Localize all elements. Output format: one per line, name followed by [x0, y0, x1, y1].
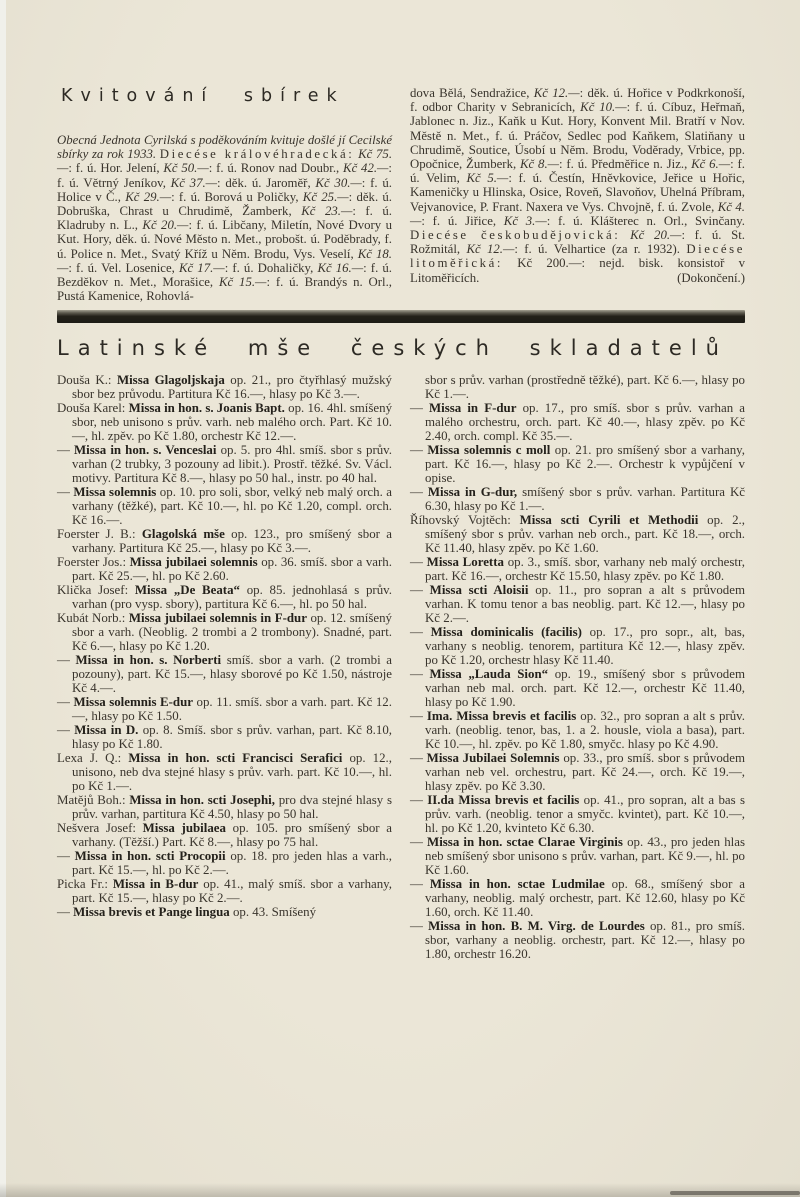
mass-title: Missa Loretta	[426, 555, 504, 570]
mass-title: II.da Missa brevis et facilis	[427, 793, 580, 808]
kvitovani-right-column	[410, 86, 745, 303]
mass-item: — Missa solemnis E-dur op. 11. smíš. sbor a varh. part. Kč 12.—, hlasy po Kč 1.50.	[57, 695, 392, 724]
item-dash: —	[410, 709, 427, 724]
mass-title: Missa in D.	[74, 723, 139, 738]
text-segment: Kč 10.—	[580, 100, 627, 115]
mass-title: Missa solemnis	[73, 485, 157, 500]
mass-title: Missa in B-dur	[112, 877, 199, 892]
item-dash: —	[57, 723, 75, 738]
text-segment: : f. ú. Bezděkov n. Met., Morašice,	[57, 260, 392, 290]
mass-item: — Missa in hon. scti Procopii op. 18. pro jeden hlas a varh., part. Kč 15.—, hl. po Kč 2.—.	[57, 849, 393, 878]
text-segment: : f. ú. Čestín, Hněvkovice, Jeřice u Hořic, Kameničky u Hlinska, Osice, Roveň, Slavoňov, Uhelná Příbram, Vejvanovice, P. Frant. Naxera ve Vys. Chvojně, f. ú. Zvole,	[410, 171, 745, 214]
mass-title: Missa in hon. scti Josephi,	[129, 793, 275, 808]
item-dash: —	[57, 485, 74, 500]
text-segment: Kč 25.—	[302, 189, 349, 204]
item-dash: —	[410, 751, 427, 766]
mass-item: — Missa „Lauda Sion“ op. 19., smíšený sbor s průvodem varhan neb mal. orch. part. Kč 12.—, orchestr Kč 11.40, hlasy po Kč 1.90.	[410, 667, 745, 710]
diocese-name: Diecése královéhradecká:	[159, 147, 355, 162]
item-dash: —	[410, 485, 428, 500]
text-segment: Kč 30.—	[315, 175, 362, 190]
diocese-name: Diecése litoměřická:	[410, 242, 746, 271]
item-author: Foerster J. B.:	[57, 527, 142, 542]
mass-title: Missa scti Cyrili et Methodii	[519, 513, 699, 528]
text-segment: Kč 16.—	[317, 260, 364, 275]
item-author: Picka Fr.:	[57, 877, 113, 892]
item-dash: —	[57, 695, 74, 710]
mass-item: Picka Fr.: Missa in B-dur op. 41., malý smíš. sbor a varhany, part. Kč 15.—, hlasy po Kč 2.—.	[57, 877, 393, 906]
item-dash: —	[410, 625, 431, 640]
item-dash: —	[410, 667, 430, 682]
section-kvitovani	[57, 86, 745, 303]
text-segment: : děk. ú. Hořice v Podkrkonoší, f. odbor Charity v Sebranicích,	[410, 86, 745, 115]
text-segment: Kč 17.—	[178, 260, 225, 275]
text-segment: : f. ú. Kladruby n. L.,	[57, 204, 393, 233]
mass-title: Missa „Lauda Sion“	[429, 667, 549, 682]
text-segment: : f. ú. Velim,	[410, 157, 745, 186]
text-segment: Kč 3.—	[503, 213, 547, 228]
mass-title: Missa dominicalis (facilis)	[430, 625, 582, 640]
mass-title: Missa scti Aloisii	[429, 583, 529, 598]
mass-item: Klička Josef: Missa „De Beata“ op. 85. jednohlasá s prův. varhan (pro vysp. sbory), partitura Kč 6.—, hl. po 50 hal.	[57, 583, 392, 612]
kvitovani-left-column	[57, 86, 392, 303]
item-dash: —	[410, 919, 429, 934]
item-author: Nešvera Josef:	[57, 821, 143, 836]
mass-item: — Missa in hon. B. M. Virg. de Lourdes op. 81., pro smíš. sbor, varhany a neoblig. orchestr, part. Kč 12.—, hlasy po 1.80, orchestr 16.20.	[410, 919, 746, 962]
mass-title: Missa jubilaei solemnis in F-dur	[128, 611, 307, 626]
item-dash: —	[57, 849, 75, 864]
mass-item: — Missa brevis et Pange lingua op. 43. Smíšený	[57, 905, 317, 920]
mass-title: Missa in hon. s. Venceslai	[74, 443, 217, 458]
item-author: Říhovský Vojtěch:	[410, 513, 520, 528]
mass-title: Ima. Missa brevis et facilis	[426, 709, 577, 724]
mass-title: Missa solemnis c moll	[427, 443, 551, 458]
text-segment: Kč 6.—	[691, 157, 731, 172]
mass-title: Missa in hon. sctae Ludmilae	[429, 877, 605, 892]
mass-item: sbor s prův. varhan (prostředně těžké), part. Kč 6.—, hlasy po Kč 1.—.	[425, 373, 745, 402]
text-segment: : f. ú. Cíbuz, Heřmaň, Jablonec n. Jiz., Kaňk u Kut. Hory, Konvent Mil. Bratří v Nov. Městě n. Met., f. ú. Práčov, Sedlec pod Kaňkem, Slatiňany u Chrudimě, Soutice, Úsobí u Něm. Brodu, Voděrady, Vrbice, pp. Opočnice, Žumberk,	[410, 100, 745, 172]
item-author: Douša Karel:	[57, 401, 129, 416]
mass-item: Foerster J. B.: Glagolská mše op. 123., pro smíšený sbor a varhany. Partitura Kč 25.—, hlasy po Kč 3.—.	[57, 527, 392, 556]
text-segment	[620, 228, 630, 242]
text-segment: Kč 12.—	[466, 242, 515, 257]
mass-title: Missa in G-dur,	[427, 485, 518, 500]
text-segment: Kč 50.—	[163, 161, 209, 176]
mass-item: — II.da Missa brevis et facilis op. 41., pro sopran, alt a bas s prův. varh. (neoblig. tenor a smyčc. kvintet), part. Kč 10.—, hl. po Kč 1.20, kvinteto Kč 6.30.	[410, 793, 745, 836]
text-segment: Kč 8.—	[520, 157, 560, 172]
text-segment: Kč 200.—: nejd. bisk. konsistoř v Litoměřicích.	[410, 256, 745, 285]
mass-title: Missa brevis et Pange lingua	[73, 905, 230, 920]
text-segment: : f. ú. Dohaličky,	[224, 260, 318, 275]
mass-item: — Missa dominicalis (facilis) op. 17., pro sopr., alt, bas, varhany s neoblig. tenorem, partitura Kč 12.—, hlasy zpěv. po Kč 1.20, orchestr hlasy Kč 11.40.	[410, 625, 745, 668]
section-title-latinske-mse: Latinské mše českých skladatelů	[57, 336, 728, 361]
mass-item: — Missa in hon. s. Venceslai op. 5. pro 4hl. smíš. sbor s prův. varhan (2 trubky, 3 pozouny ad libit.). Prostř. těžké. Sv. Václ. motivy. Partitura Kč 8.—, hlasy po 50 hal., instr. po 40 hal.	[57, 443, 393, 486]
text-segment: : f. ú. Borová u Poličky,	[171, 189, 303, 204]
mass-list-right	[410, 373, 745, 961]
mass-item: Douša K.: Missa Glagoljskaja op. 21., pro čtyřhlasý mužský sbor bez průvodu. Partitura Kč 16.—, hlasy po Kč 3.—.	[57, 373, 392, 402]
item-author: Klička Josef:	[57, 583, 135, 598]
mass-item: — Missa Loretta op. 3., smíš. sbor, varhany neb malý orchestr, part. Kč 16.—, orchestr Kč 15.50, hlasy zpěv. po Kč 1.80.	[410, 555, 746, 584]
text-segment: Kč 20.—	[142, 218, 189, 233]
item-author: Foerster Jos.:	[57, 555, 130, 570]
mass-item: — Missa in D. op. 8. Smíš. sbor s prův. varhan, part. Kč 8.10, hlasy po Kč 1.80.	[57, 723, 392, 752]
text-segment: Kč 20.—	[630, 228, 682, 243]
text-segment: : f. ú. Větrný Jeníkov,	[57, 161, 392, 190]
page-edge-left	[0, 0, 6, 1197]
text-segment: Kč 37.—	[170, 175, 218, 190]
text-segment: Kč 42.—	[343, 161, 389, 176]
item-dash: —	[57, 443, 74, 458]
text-segment: dova Bělá, Sendražice,	[410, 86, 534, 100]
text-segment: : děk. ú. Jaroměř,	[217, 175, 316, 190]
text-segment: Kč 12.—	[533, 86, 580, 100]
item-author: Douša K.:	[57, 373, 117, 388]
mass-item: — Missa in G-dur, smíšený sbor s prův. varhan. Partitura Kč 6.30, hlasy po Kč 1.—.	[410, 485, 745, 514]
text-segment: Kč 75.—	[57, 147, 393, 176]
section-divider-bar	[57, 310, 745, 323]
item-dash: —	[410, 835, 428, 850]
item-dash: —	[410, 555, 427, 570]
mass-title: Missa Glagoljskaja	[116, 373, 225, 388]
text-segment: : f. ú. Ronov nad Doubr.,	[208, 161, 344, 176]
mass-item: Foerster Jos.: Missa jubilaei solemnis op. 36. smíš. sbor a varh. part. Kč 25.—, hl. po Kč 2.60.	[57, 555, 392, 584]
mass-item: — Missa solemnis c moll op. 21. pro smíšený sbor a varhany, part. Kč 16.—, hlasy po Kč 2.—. Orchestr k vypůjčení v opise.	[410, 443, 745, 486]
mass-item: Douša Karel: Missa in hon. s. Joanis Bapt. op. 16. 4hl. smíšený sbor, neb unisono s prův. varh. neb malého orch. Part. Kč 10.—, hl. zpěv. po Kč 1.80, orchestr Kč 12.—.	[57, 401, 393, 444]
mass-item: — Missa in F-dur op. 17., pro smíš. sbor s prův. varhan a malého orchestru, orch. part. Kč 40.—, hlasy zpěv. po Kč 2.40, orch. compl. Kč 35.—.	[410, 401, 745, 444]
text-segment: : f. ú. Hor. Jelení,	[68, 161, 164, 176]
text-segment: (Dokončení.)	[677, 270, 745, 285]
diocese-name: Diecése českobudějovická:	[410, 228, 621, 243]
mass-item: — Missa Jubilaei Solemnis op. 33., pro smíš. sbor s průvodem varhan neb vel. orchestru, part. Kč 24.—, orch. Kč 19.—, hlasy zpěv. po Kč 3.30.	[410, 751, 745, 794]
text-segment: : děk. ú. Dobruška, Chrast u Chrudimě, Žamberk,	[57, 189, 393, 219]
item-author: Matějů Boh.:	[57, 793, 130, 808]
mass-title: Missa jubilaei solemnis	[129, 555, 258, 570]
mass-title: Missa Jubilaei Solemnis	[426, 751, 560, 766]
text-segment: Kč 15.—	[218, 275, 267, 290]
mass-title: Missa in hon. B. M. Virg. de Lourdes	[428, 919, 645, 934]
item-dash: —	[57, 905, 74, 920]
mass-title: Missa in hon. scti Procopii	[74, 849, 226, 864]
kvitovani-text-right	[410, 86, 745, 285]
mass-item: — Missa in hon. sctae Ludmilae op. 68., smíšený sbor a varhany, neoblig. malý orchestr, part. Kč 12.60, hlasy po Kč 1.60, orch. Kč 11.40.	[410, 877, 746, 920]
kvitovani-text-left	[57, 133, 392, 303]
mass-item: Říhovský Vojtěch: Missa scti Cyrili et Methodii op. 2., smíšený sbor s prův. varhan neb orch., part. Kč 18.—, orch. Kč 11.40, hlasy zpěv. po Kč 1.60.	[410, 513, 746, 556]
mass-item: — Missa scti Aloisii op. 11., pro sopran a alt s průvodem varhan. K tomu tenor a bas neoblig. part. Kč 12.—, hlasy po Kč 2.—.	[410, 583, 745, 626]
mass-title: Missa solemnis E-dur	[73, 695, 193, 710]
text-segment: : f. ú. Předměřice n. Jiz.,	[559, 157, 692, 172]
text-segment: Kč 4.—	[410, 199, 745, 228]
item-dash: —	[57, 653, 76, 668]
text-segment: : f. ú. Velhartice (za r. 1932).	[514, 242, 687, 257]
section-latinske-mse	[57, 373, 745, 961]
mass-list-left	[57, 373, 392, 961]
item-dash: —	[410, 583, 430, 598]
mass-title: Missa jubilaea	[142, 821, 226, 836]
mass-item: Lexa J. Q.: Missa in hon. scti Francisci Serafici op. 12., unisono, neb dva stejné hlasy s prův. varh. part. Kč 10.—, hl. po Kč 1.—.	[57, 751, 392, 794]
item-author: Kubát Norb.:	[57, 611, 129, 626]
mass-title: Missa in hon. sctae Clarae Virginis	[427, 835, 623, 850]
text-segment: : f. ú. Brandýs n. Orl., Pustá Kamenice, Rohovlá-	[57, 275, 392, 304]
item-dash: —	[410, 793, 428, 808]
text-segment: : f. ú. Klášterec n. Orl., Svinčany.	[546, 213, 746, 228]
text-segment: Kč 18.—	[57, 246, 392, 275]
mass-item: — Ima. Missa brevis et facilis op. 32., pro sopran a alt s prův. varh. (neoblig. tenor, bas, 1. a 2. housle, viola a basa), part. Kč 10.—, hl. zpěv. po Kč 1.80, smyčc. hlasy po Kč 4.90.	[410, 709, 745, 752]
text-segment: : f. ú. Libčany, Miletín, Nové Dvory u Kut. Hory, děk. ú. Nové Město n. Met., probošt. ú. Poděbrady, f. ú. Police n. Met., Svatý Kříž u Něm. Brodu, Vys. Veselí,	[57, 218, 392, 261]
item-dash: —	[410, 443, 428, 458]
mass-item: — Missa in hon. s. Norberti smíš. sbor a varh. (2 trombi a pozouny), part. Kč 15.—, hlasy sborové po Kč 1.50, nástroje Kč 4.—.	[57, 653, 393, 696]
item-dash: —	[410, 877, 430, 892]
item-dash: —	[410, 401, 430, 416]
mass-item: — Missa solemnis op. 10. pro soli, sbor, velký neb malý orch. a varhany (těžké), part. Kč 10.—, hl. po Kč 1.20, compl. orch. Kč 16.—.	[57, 485, 392, 528]
text-segment: Kč 29.—	[125, 189, 172, 204]
mass-title: Missa in hon. s. Joanis Bapt.	[128, 401, 285, 416]
item-author: Lexa J. Q.:	[57, 751, 129, 766]
text-segment: Kč 5.—	[466, 171, 509, 186]
section-title-kvitovani: Kvitování sbírek	[61, 86, 345, 106]
mass-item: Matějů Boh.: Missa in hon. scti Josephi, pro dva stejné hlasy s prův. varhan, partitura Kč 4.50, hlasy po 50 hal.	[57, 793, 392, 822]
mass-title: Missa in F-dur	[429, 401, 517, 416]
mass-item: — Missa in hon. sctae Clarae Virginis op. 43., pro jeden hlas neb smíšený sbor unisono s prův. varhan, part. Kč 9.—, hl. po Kč 1.60.	[410, 835, 745, 878]
text-segment: Obecná Jednota Cyrilská s poděkováním kvituje došlé jí Cecilské sbírky za rok 1933.	[57, 133, 392, 162]
mass-item: Kubát Norb.: Missa jubilaei solemnis in F-dur op. 12. smíšený sbor a varh. (Neoblig. 2 trombi a 2 trombony). Snadné, part. Kč 6.—, hlasy po Kč 1.20.	[57, 611, 392, 654]
text-segment: : f. ú. Vel. Losenice,	[68, 260, 179, 275]
text-segment: : f. ú. Jiřice,	[421, 213, 504, 228]
mass-title: Glagolská mše	[141, 527, 225, 542]
mass-title: Missa in hon. scti Francisci Serafici	[128, 751, 343, 766]
mass-item: Nešvera Josef: Missa jubilaea op. 105. pro smíšený sbor a varhany. (Těžší.) Part. Kč 8.—, hlasy po 75 hal.	[57, 821, 392, 850]
text-segment: Kč 23.—	[301, 204, 353, 219]
scan-smudge	[670, 1191, 800, 1195]
mass-title: Missa in hon. s. Norberti	[75, 653, 222, 668]
text-segment: : f. ú. Holice v Č.,	[57, 175, 392, 204]
mass-title: Missa „De Beata“	[134, 583, 240, 598]
text-segment: : f. ú. St. Rožmitál,	[410, 228, 746, 257]
